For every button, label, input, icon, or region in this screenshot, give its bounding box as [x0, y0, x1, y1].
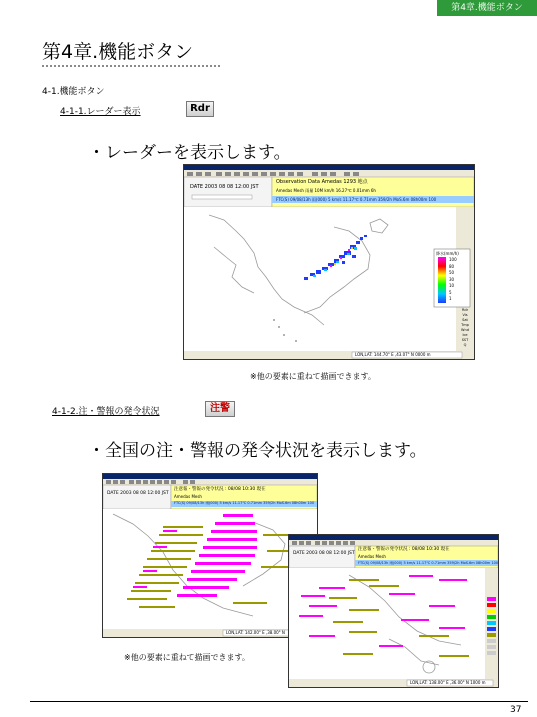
- warning-wide-date: DATE 2003 08 08 12:00 JST: [107, 491, 169, 496]
- legend-value: 5: [449, 289, 452, 295]
- footer-rule: [30, 701, 528, 702]
- legend-value: 50: [449, 270, 455, 275]
- warning-zoomed-date: DATE 2003 08 08 12:00 JST: [293, 551, 355, 556]
- warning-screenshot-wide: [102, 473, 318, 638]
- side-button: Tmp: [461, 323, 469, 327]
- radar-legend-values: [449, 257, 457, 303]
- warning-wide-panel-title: 注意報・警報の発令状況 : 08/08 10:30 現在: [174, 487, 266, 492]
- warning-zoomed-status: LON,LAT: 138.00° E ,36.00° N 1000 m: [410, 680, 486, 685]
- warning-description: ・全国の注・警報の発令状況を表示します。: [88, 441, 427, 461]
- title-underline: [42, 65, 220, 67]
- side-button: Sat: [462, 318, 468, 322]
- section-heading: 4-1.機能ボタン: [42, 87, 105, 97]
- side-button: SST: [461, 338, 469, 342]
- radar-status: LON,LAT: 144.70° E ,43.07° N 0000 m: [355, 352, 431, 357]
- legend-value: 100: [449, 257, 457, 262]
- warning-wide-panel-row2: Amedas Mesh: [174, 494, 202, 499]
- radar-side-buttons: [458, 308, 472, 348]
- radar-item-label: 4-1-1.レーダー表示: [60, 107, 141, 117]
- warning-wide-status: LON,LAT: 142.00° E ,38.00° N: [226, 630, 285, 635]
- side-button: Vis: [462, 313, 468, 317]
- warning-screenshot-zoomed: [288, 534, 499, 688]
- chapter-title: 第4章.機能ボタン: [42, 41, 194, 63]
- legend-value: 10: [449, 283, 455, 288]
- radar-legend-title: 降水(mm/h): [436, 251, 459, 256]
- legend-value: 1: [449, 296, 452, 301]
- side-button: Ice: [462, 333, 468, 337]
- warning-button-image: 注警: [205, 401, 235, 417]
- radar-note: ※他の要素に重ねて描画できます。: [250, 372, 376, 381]
- warning-wide-panel-row3: FTC(S) 09/08/13h 雨(000) 5 km/s 11.17℃ 0.71mm 359/2h MoS.6m 08h00m 100: [174, 501, 315, 505]
- radar-description: ・レーダーを表示します。: [88, 143, 291, 163]
- warning-zoomed-panel-row3: FTC(S) 09/08/13h 雨(000) 5 km/s 11.17℃ 0.71mm 359/2h MoS.6m 08h00m 100: [358, 561, 499, 565]
- warning-item-label: 4-1-2.注・警報の発令状況: [52, 407, 160, 417]
- radar-panel-row2: Amedas Mesh 雨量 10M km/h 16.27℃ 0.01mm 6h: [276, 188, 376, 193]
- page-number: 37: [510, 705, 522, 715]
- side-button: Rdr: [461, 308, 469, 312]
- rdr-button-image: Rdr: [186, 101, 214, 117]
- warning-screenshot-zoomed-graphic: [289, 535, 498, 687]
- warning-zoomed-panel-title: 注意報・警報の発令状況 : 08/08 10:30 現在: [358, 547, 450, 552]
- legend-value: 30: [449, 276, 455, 282]
- side-button: Wnd: [461, 328, 469, 332]
- radar-date: DATE 2003 08 08 12:00 JST: [190, 184, 259, 190]
- warning-note: ※他の要素に重ねて描画できます。: [124, 653, 250, 662]
- radar-panel-row3: FTC(S) 09/08/13h 雨(000) 5 km/s 11.17℃ 0.71mm 359/2h MoS.6m 08h00m 100: [276, 197, 437, 202]
- chapter-header-tag: 第4章.機能ボタン: [437, 0, 537, 16]
- radar-panel-title: Observation Data Amedas 1293 地点: [276, 179, 368, 185]
- radar-screenshot-graphic: [184, 165, 474, 359]
- warning-zoomed-panel-row2: Amedas Mesh: [358, 554, 386, 559]
- radar-screenshot: [183, 164, 475, 360]
- warning-screenshot-wide-graphic: [103, 474, 317, 637]
- legend-value: 80: [449, 263, 455, 269]
- side-button: Q: [463, 343, 467, 347]
